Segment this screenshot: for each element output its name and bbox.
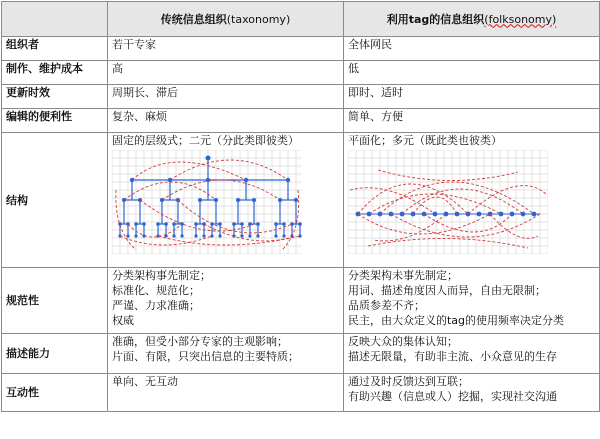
table-row [2,268,600,334]
tree-node [274,234,277,237]
tree-node [172,234,175,237]
tree-node [126,234,129,237]
folksonomy-cell: 即时、适时 [344,85,600,109]
header-taxonomy: 传统信息组织(taxonomy) [108,2,344,37]
comparison-table [1,1,600,412]
tree-node [198,198,202,202]
tree-node [256,234,259,237]
folksonomy-cell: 反映大众的集体认知； 描述无限量，有助非主流、小众意见的生存 [344,334,600,374]
folksonomy-cell: 简单、方便 [344,109,600,133]
tree-node [218,234,221,237]
table-row [2,133,600,268]
taxonomy-cell: 准确，但受小部分专家的主观影响； 片面、有限，只突出信息的主要特质； [108,334,344,374]
tag-node [499,212,504,217]
taxonomy-cell: 单向、无互动 [108,374,344,412]
tree-node [206,156,211,161]
tree-node [282,234,285,237]
taxonomy-cell: 复杂、麻烦 [108,109,344,133]
hierarchy-tree [118,156,302,238]
flat-network [356,212,540,217]
table-row [2,61,600,85]
tree-node [240,234,243,237]
row-label: 组织者 [2,37,108,61]
taxonomy-cell: 固定的层级式；二元（分此类即彼类） [108,133,344,268]
folksonomy-cell: 平面化；多元（既此类也彼类） [344,133,600,268]
folksonomy-cell: 通过及时反馈达到互联； 有助兴趣（信息或人）挖掘，实现社交沟通 [344,374,600,412]
table-row [2,109,600,133]
tag-node [477,212,482,217]
folksonomy-network-diagram [348,150,595,254]
header-row [2,2,600,37]
tree-node [194,234,197,237]
tree-node [180,234,183,237]
folksonomy-cell: 分类架构未事先制定； 用词、描述角度因人而异，自由无限制； 品质参差不齐； 民主，由大众定义的tag的使用频率决定分类 [344,268,600,334]
taxonomy-cell: 若干专家 [108,37,344,61]
taxonomy-hierarchy-diagram [112,150,339,254]
tree-node [248,234,251,237]
row-label: 编辑的便利性 [2,109,108,133]
tree-node [206,178,210,182]
comparison-document [1,1,599,437]
tree-node [294,198,298,202]
row-label: 更新时效 [2,85,108,109]
row-label: 互动性 [2,374,108,412]
table-row [2,85,600,109]
header-folksonomy: 利用tag的信息组织(folksonomy) [344,2,600,37]
folksonomy-cell: 低 [344,61,600,85]
cross-links [350,170,546,248]
tree-node [202,234,205,237]
row-label: 制作、维护成本 [2,61,108,85]
folksonomy-cell: 全体网民 [344,37,600,61]
row-label: 结构 [2,133,108,268]
taxonomy-cell: 分类架构事先制定； 标准化、规范化； 严谨、力求准确； 权威 [108,268,344,334]
row-label: 描述能力 [2,334,108,374]
table-row [2,334,600,374]
tree-node [210,234,213,237]
taxonomy-cell: 高 [108,61,344,85]
table-row [2,37,600,61]
tree-node [236,198,240,202]
tree-node [134,234,137,237]
table-row [2,374,600,412]
tree-node [252,198,256,202]
header-empty-cell [2,2,108,37]
tag-node [433,212,438,217]
row-label: 规范性 [2,268,108,334]
taxonomy-cell: 周期长、滞后 [108,85,344,109]
